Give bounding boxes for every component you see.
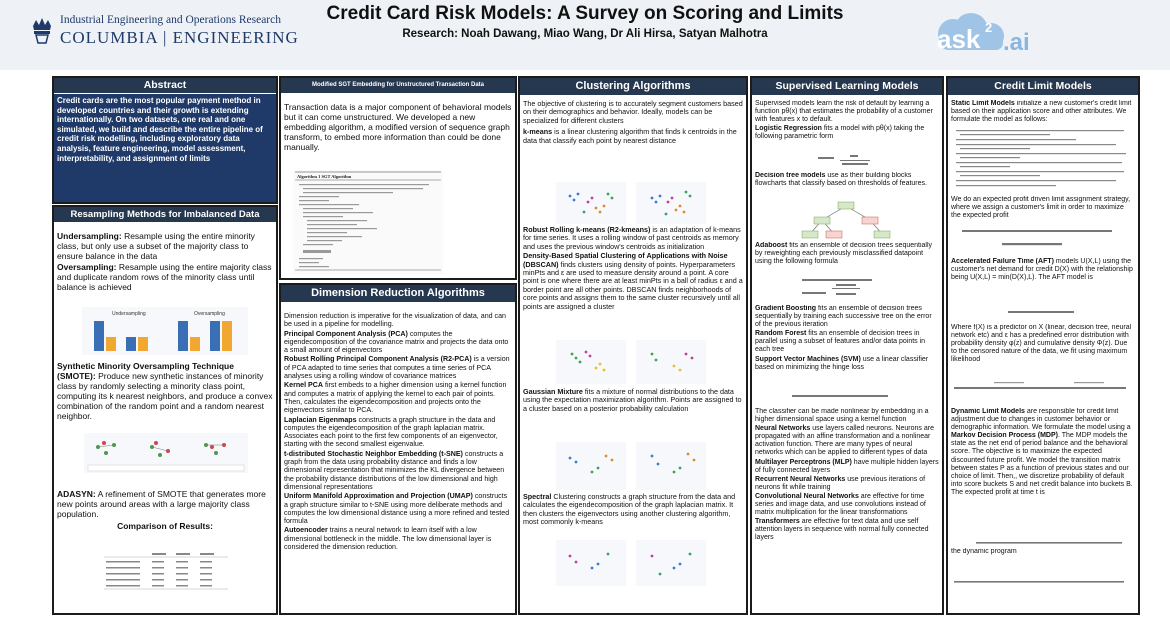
smote-text: Produce new synthetic instances of minority class by randomly selecting a minority class point, computing its k nearest neighbors, and produce a convex combination of the random point and a random nearest neighbor. bbox=[57, 371, 273, 421]
logreg-item bbox=[755, 125, 939, 141]
dimred-item-text: first embeds to a higher dimension using a kernel function and computes a matrix of applying the kernel to each pair of points. Then, calculates the eigendecomposition and projects onto the eigenvectors similar to PCA. bbox=[284, 381, 507, 415]
undersampling-label: Undersampling: bbox=[57, 231, 122, 241]
adaboost-text: fits an ensemble of decision trees sequentially by reweighting each previously misclassified datapoint using the following formula bbox=[755, 242, 933, 266]
spectral-text: Clustering constructs a graph structure from the data and calculates the eigendecomposition of the graph laplacian matrix. It then clusters the eigenvectors using another clustering algorithm, most commonly k-means bbox=[523, 493, 736, 527]
credit-limit-heading: Credit Limit Models bbox=[948, 78, 1138, 95]
header-banner bbox=[0, 0, 1170, 70]
smote-figure bbox=[84, 433, 248, 473]
dimred-list bbox=[284, 330, 512, 552]
nn-block bbox=[755, 408, 939, 544]
dimred-intro: Dimension reduction is imperative for the visualization of data, and can be used in a pipeline for modelling. bbox=[284, 312, 506, 329]
rf-text: fits an ensemble of decision trees in parallel using a subset of features and/or data points in each tree bbox=[755, 330, 926, 354]
sgt-text: Transaction data is a major component of behavioral models but it can come unstructured. We developed a new embedding algorithm, a modified version of sequence graph transform, to embed more information than could be done manually. bbox=[284, 102, 512, 152]
aft-text: models U(X,L) using the customer's net demand for credit D(X) with the relationship being U(X,L) = min(D(X),L). The AFT model is bbox=[951, 258, 1133, 282]
rf-label: Random Forest bbox=[755, 330, 807, 338]
logreg-label: Logistic Regression bbox=[755, 125, 822, 133]
supervised-top-block bbox=[755, 100, 939, 142]
poster-title: Credit Card Risk Models: A Survey on Scoring and Limits bbox=[326, 3, 844, 24]
kmeans-label: k-means bbox=[523, 127, 553, 137]
mlp-text: have multiple hidden layers of fully connected layers bbox=[755, 458, 939, 474]
abstract-text: Credit cards are the most popular payment method in developed countries and their growth is extending internationally. On two datasets, one real and one simulated, we build and describe the entire pipeline of credit risk modelling, including exploratory data analysis, feature engineering, model assessment, interpretability, and assignment of limits bbox=[57, 96, 263, 163]
svm-item bbox=[755, 356, 939, 372]
resampling-body bbox=[57, 231, 273, 293]
adaboost-label: Adaboost bbox=[755, 242, 788, 249]
gradient-boosting-item bbox=[755, 305, 939, 329]
credit-limit-panel bbox=[946, 76, 1140, 615]
mlp-label: Multilayer Perceptrons (MLP) bbox=[755, 458, 852, 466]
sgt-heading: Modified SGT Embedding for Unstructured Transaction Data bbox=[281, 78, 515, 93]
logreg-text: fits a model with pθ(x) taking the following parametric form bbox=[755, 125, 925, 141]
oversampling-text: Resample using the entire majority class and duplicate random rows of the minority class until balance is achieved bbox=[57, 262, 272, 292]
dimred-item-r2pca bbox=[284, 355, 512, 380]
svm-label: Support Vector Machines (SVM) bbox=[755, 355, 861, 363]
adasyn-label: ADASYN: bbox=[57, 489, 96, 499]
supervised-heading: Supervised Learning Models bbox=[752, 78, 942, 95]
dimred-item-laplacian bbox=[284, 416, 512, 449]
abstract-panel bbox=[52, 76, 278, 204]
static-text: initialize a new customer's credit limit based on their application score and other attributes. We formulate the model as follows: bbox=[951, 100, 1132, 124]
random-forest-item bbox=[755, 330, 939, 354]
undersampling-fig-label: Undersampling bbox=[112, 311, 146, 317]
dimred-item-text: is a version of PCA adapted to time series that computes a time series of PCA analyses using a rolling window of covariance matrices bbox=[284, 355, 510, 381]
undersampling-text: Resample using the entire minority class, but only use a subset of the majority class to ensure balance in the data bbox=[57, 231, 255, 261]
authors-line: Research: Noah Dawang, Miao Wang, Dr Ali Hirsa, Satyan Malhotra bbox=[402, 28, 768, 40]
dimred-item-label: Uniform Manifold Approximation and Projection (UMAP) bbox=[284, 492, 473, 501]
sgt-panel bbox=[279, 76, 517, 280]
abstract-heading: Abstract bbox=[54, 78, 276, 94]
tree-label: Decision tree models bbox=[755, 172, 826, 179]
transformer-text: are effective for text data and use self attention layers in sequence with normal fully connected layers bbox=[755, 518, 929, 542]
comparison-table bbox=[104, 551, 228, 591]
static-model-list bbox=[954, 128, 1130, 192]
svm-text: use a linear classifier based on minimizing the hinge loss bbox=[755, 355, 929, 371]
gmm-block bbox=[523, 388, 743, 414]
dbscan-label: Density-Based Spatial Clustering of Applications with Noise (DBSCAN) bbox=[523, 251, 728, 269]
likelihood-formula bbox=[954, 378, 1130, 400]
mdp-label: Markov Decision Process (MDP) bbox=[951, 432, 1058, 440]
spectral-plots bbox=[556, 540, 706, 586]
sgt-algorithm-title: Algorithm 1 SGT Algorithm bbox=[297, 174, 352, 179]
dimred-heading: Dimension Reduction Algorithms bbox=[281, 285, 515, 302]
static-label: Static Limit Models bbox=[951, 100, 1015, 107]
aft-block bbox=[951, 258, 1135, 283]
tree-block bbox=[755, 172, 939, 189]
aft-formula bbox=[1008, 306, 1078, 318]
oversampling-fig-label: Oversampling bbox=[194, 311, 225, 317]
resampling-panel bbox=[52, 205, 278, 615]
dbscan-plots bbox=[556, 340, 706, 384]
static-block bbox=[951, 100, 1135, 125]
rnn-label: Recurrent Neural Networks bbox=[755, 475, 846, 483]
ask2-ai-logo bbox=[925, 12, 1075, 60]
cnn-text: are effective for time series and image data, and use convolutions instead of matrix multiplication for the linear transformations bbox=[755, 492, 926, 517]
resampling-figure bbox=[82, 307, 248, 355]
hinge-loss-formula bbox=[792, 390, 892, 402]
dimred-body bbox=[284, 312, 512, 552]
dimred-item-text: computes the eigendecomposition of the covariance matrix and projects the data onto a small amount of eigenvectors bbox=[284, 329, 509, 355]
aft-label: Accelerated Failure Time (AFT) bbox=[951, 258, 1054, 265]
institution-name: Industrial Engineering and Operations Research bbox=[60, 14, 281, 26]
nn-text: use layers called neurons. Neurons are propagated with an affine transformation and a nonlinear activation function. There are many types of neural networks which can be applied to different types of data bbox=[755, 425, 934, 457]
columbia-engineering-logo bbox=[30, 14, 299, 54]
resampling-heading: Resampling Methods for Imbalanced Data bbox=[54, 207, 276, 222]
dimred-item-autoencoder bbox=[284, 526, 512, 551]
smote-body bbox=[57, 361, 273, 422]
clustering-intro: The objective of clustering is to accurately segment customers based on their demographics and behavior. Ideally, models can be specialized for different clusters bbox=[523, 100, 743, 125]
smote-label: Synthetic Minority Oversampling Technique (SMOTE): bbox=[57, 361, 234, 381]
supervised-intro: Supervised models learn the risk of default by learning a function pθ(x) that estimates the probability of a customer with features x to default. bbox=[755, 100, 933, 124]
dynamic-program-text: the dynamic program bbox=[951, 548, 1017, 555]
tree-text: use as their building blocks flowcharts that classify based on thresholds of features. bbox=[755, 172, 927, 188]
kmeans-plots bbox=[556, 182, 706, 224]
dynamic-block bbox=[951, 408, 1135, 498]
oversampling-label: Oversampling: bbox=[57, 262, 117, 272]
spectral-label: Spectral bbox=[523, 493, 552, 501]
rnn-item bbox=[755, 476, 939, 492]
svg-text:2: 2 bbox=[985, 20, 993, 35]
dimred-item-text: constructs a graph structure similar to t-SNE using more deliberate methods and computes the low dimensional distance using a more refined and tested formula bbox=[284, 492, 510, 526]
expected-profit-formula bbox=[962, 226, 1122, 252]
dimred-item-label: Laplacian Eigenmaps bbox=[284, 415, 357, 424]
adasyn-text: A refinement of SMOTE that generates more new points around areas with a large majority class population. bbox=[57, 489, 266, 519]
dimred-item-tsne bbox=[284, 450, 512, 491]
mlp-item bbox=[755, 459, 939, 475]
r2kmeans-text: is an adaptation of k-means for time series. It uses a rolling window of past centroids as memory and uses the previous window's centroids as initialization bbox=[523, 226, 741, 251]
adasyn-body bbox=[57, 489, 273, 532]
mdp-text: . The MDP models the state as the net end of period balance and the behavioral score. The objective is to maximize the expected discounted future profit. We model the transition matrix between states P as a function of previous states and our choice of limit. Then,, we discretize probability of default into score buckets S and net credit balance into buckets B. The expected profit at time t is bbox=[951, 432, 1133, 496]
cnn-item bbox=[755, 493, 939, 517]
dimred-item-pca bbox=[284, 330, 512, 355]
oversampling-item bbox=[57, 262, 273, 292]
dimred-panel bbox=[279, 283, 517, 615]
gmm-label: Gaussian Mixture bbox=[523, 388, 583, 396]
transformer-item bbox=[755, 518, 939, 542]
supervised-panel bbox=[750, 76, 944, 615]
clustering-panel bbox=[518, 76, 748, 615]
sgt-algorithm-figure bbox=[293, 170, 443, 274]
r2kmeans-label: Robust Rolling k-means (R2-kmeans) bbox=[523, 226, 651, 234]
dimred-item-label: t-distributed Stochastic Neighbor Embedding (t-SNE) bbox=[284, 449, 463, 458]
dynamic-text: are responsible for credit limit adjustment due to changes in customer behavior or demographic information. We formulate the model using a bbox=[951, 408, 1131, 432]
dimred-item-label: Kernel PCA bbox=[284, 381, 324, 390]
crown-icon bbox=[30, 16, 54, 44]
adaboost-block bbox=[755, 242, 939, 267]
nn-label: Neural Networks bbox=[755, 425, 811, 433]
decision-tree-figure bbox=[796, 200, 896, 240]
clustering-heading: Clustering Algorithms bbox=[520, 78, 746, 95]
dimred-item-text: trains a neural network to learn itself with a low dimensional bottleneck in the middle. The low dimensional layer is considered the dimension reduction. bbox=[284, 526, 492, 552]
school-name: COLUMBIA | ENGINEERING bbox=[60, 28, 299, 47]
gb-label: Gradient Boosting bbox=[755, 305, 817, 312]
undersampling-item bbox=[57, 231, 273, 261]
adaboost-formula bbox=[802, 274, 882, 302]
nn-item bbox=[755, 425, 939, 457]
transformer-label: Transformers bbox=[755, 518, 800, 526]
dynamic-label: Dynamic Limit Models bbox=[951, 408, 1025, 415]
logistic-formula bbox=[818, 154, 878, 168]
dynamic-program-formula bbox=[954, 576, 1130, 588]
svg-text:ask: ask bbox=[937, 24, 981, 54]
expected-profit-text: We do an expected profit driven limit assignment strategy, where we assign a customer's limit in order to maximize the expected profit bbox=[951, 196, 1131, 220]
dimred-item-label: Autoencoder bbox=[284, 526, 328, 535]
kmeans-text: is a linear clustering algorithm that finds k centroids in the data that classify each point by nearest distance bbox=[523, 127, 737, 145]
dbscan-item bbox=[523, 252, 743, 311]
supervised-lower-block bbox=[755, 305, 939, 373]
dbscan-text: finds clusters using density of points. Hyperparameters minPts and ε are used to measure density around a point. A core point is one where there are at least minPts in a ball of radius ε and a border point are all other points. DBSCAN finds neighborhoods of core points and assigns them to the same cluster recursively until all points are assigned a cluster bbox=[523, 259, 743, 311]
gmm-plots bbox=[556, 442, 706, 490]
dimred-item-label: Robust Rolling Principal Component Analysis (R2-PCA) bbox=[284, 355, 472, 364]
clustering-intro-block bbox=[523, 100, 743, 146]
aft-explanation: Where f(X) is a predictor on X (linear, decision tree, neural network etc) and ε has a predefined error distribution with probability density φ(z) and cumulative density Φ(z). Due to the censored nature of the data, we fit using maximum likelihood bbox=[951, 324, 1132, 364]
svg-text:.ai: .ai bbox=[1003, 29, 1030, 56]
dimred-item-text: constructs a graph structure in the data and computes the eigendecomposition of the graph laplacian matrix. Associates each point to the first few components of an eigenvector, starting with the second smallest eigenvalue. bbox=[284, 415, 498, 449]
gmm-text: fits a mixture of normal distributions to the data using the expectation maximization algorithm. Points are assigned to a cluster based on a posterior probability calculation bbox=[523, 388, 742, 413]
cnn-label: Convolutional Neural Networks bbox=[755, 492, 859, 500]
spectral-block bbox=[523, 493, 743, 528]
dimred-item-umap bbox=[284, 492, 512, 525]
comparison-heading: Comparison of Results: bbox=[117, 521, 213, 531]
kmeans-item bbox=[523, 128, 743, 145]
svm-kernel-text: The classifier can be made nonlinear by embedding in a higher dimensional space using a kernel function bbox=[755, 408, 929, 424]
r2kmeans-item bbox=[523, 226, 743, 251]
gb-text: fits an ensemble of decision trees sequentially by training each successive tree on the error of the previous iteration bbox=[755, 305, 932, 329]
dimred-item-text: constructs a graph from the data using probability distance and finds a low dimensional representation that minimizes the KL divergence between the probability distance distributions of the low dimensional and high dimensional representations bbox=[284, 449, 505, 491]
clustering-middle-block bbox=[523, 226, 743, 312]
dimred-item-label: Principal Component Analysis (PCA) bbox=[284, 329, 408, 338]
dimred-item-kernel-pca bbox=[284, 381, 512, 414]
rnn-text: use previous iterations of neurons fit while training bbox=[755, 475, 926, 491]
expected-profit-at-t-formula bbox=[976, 538, 1126, 548]
